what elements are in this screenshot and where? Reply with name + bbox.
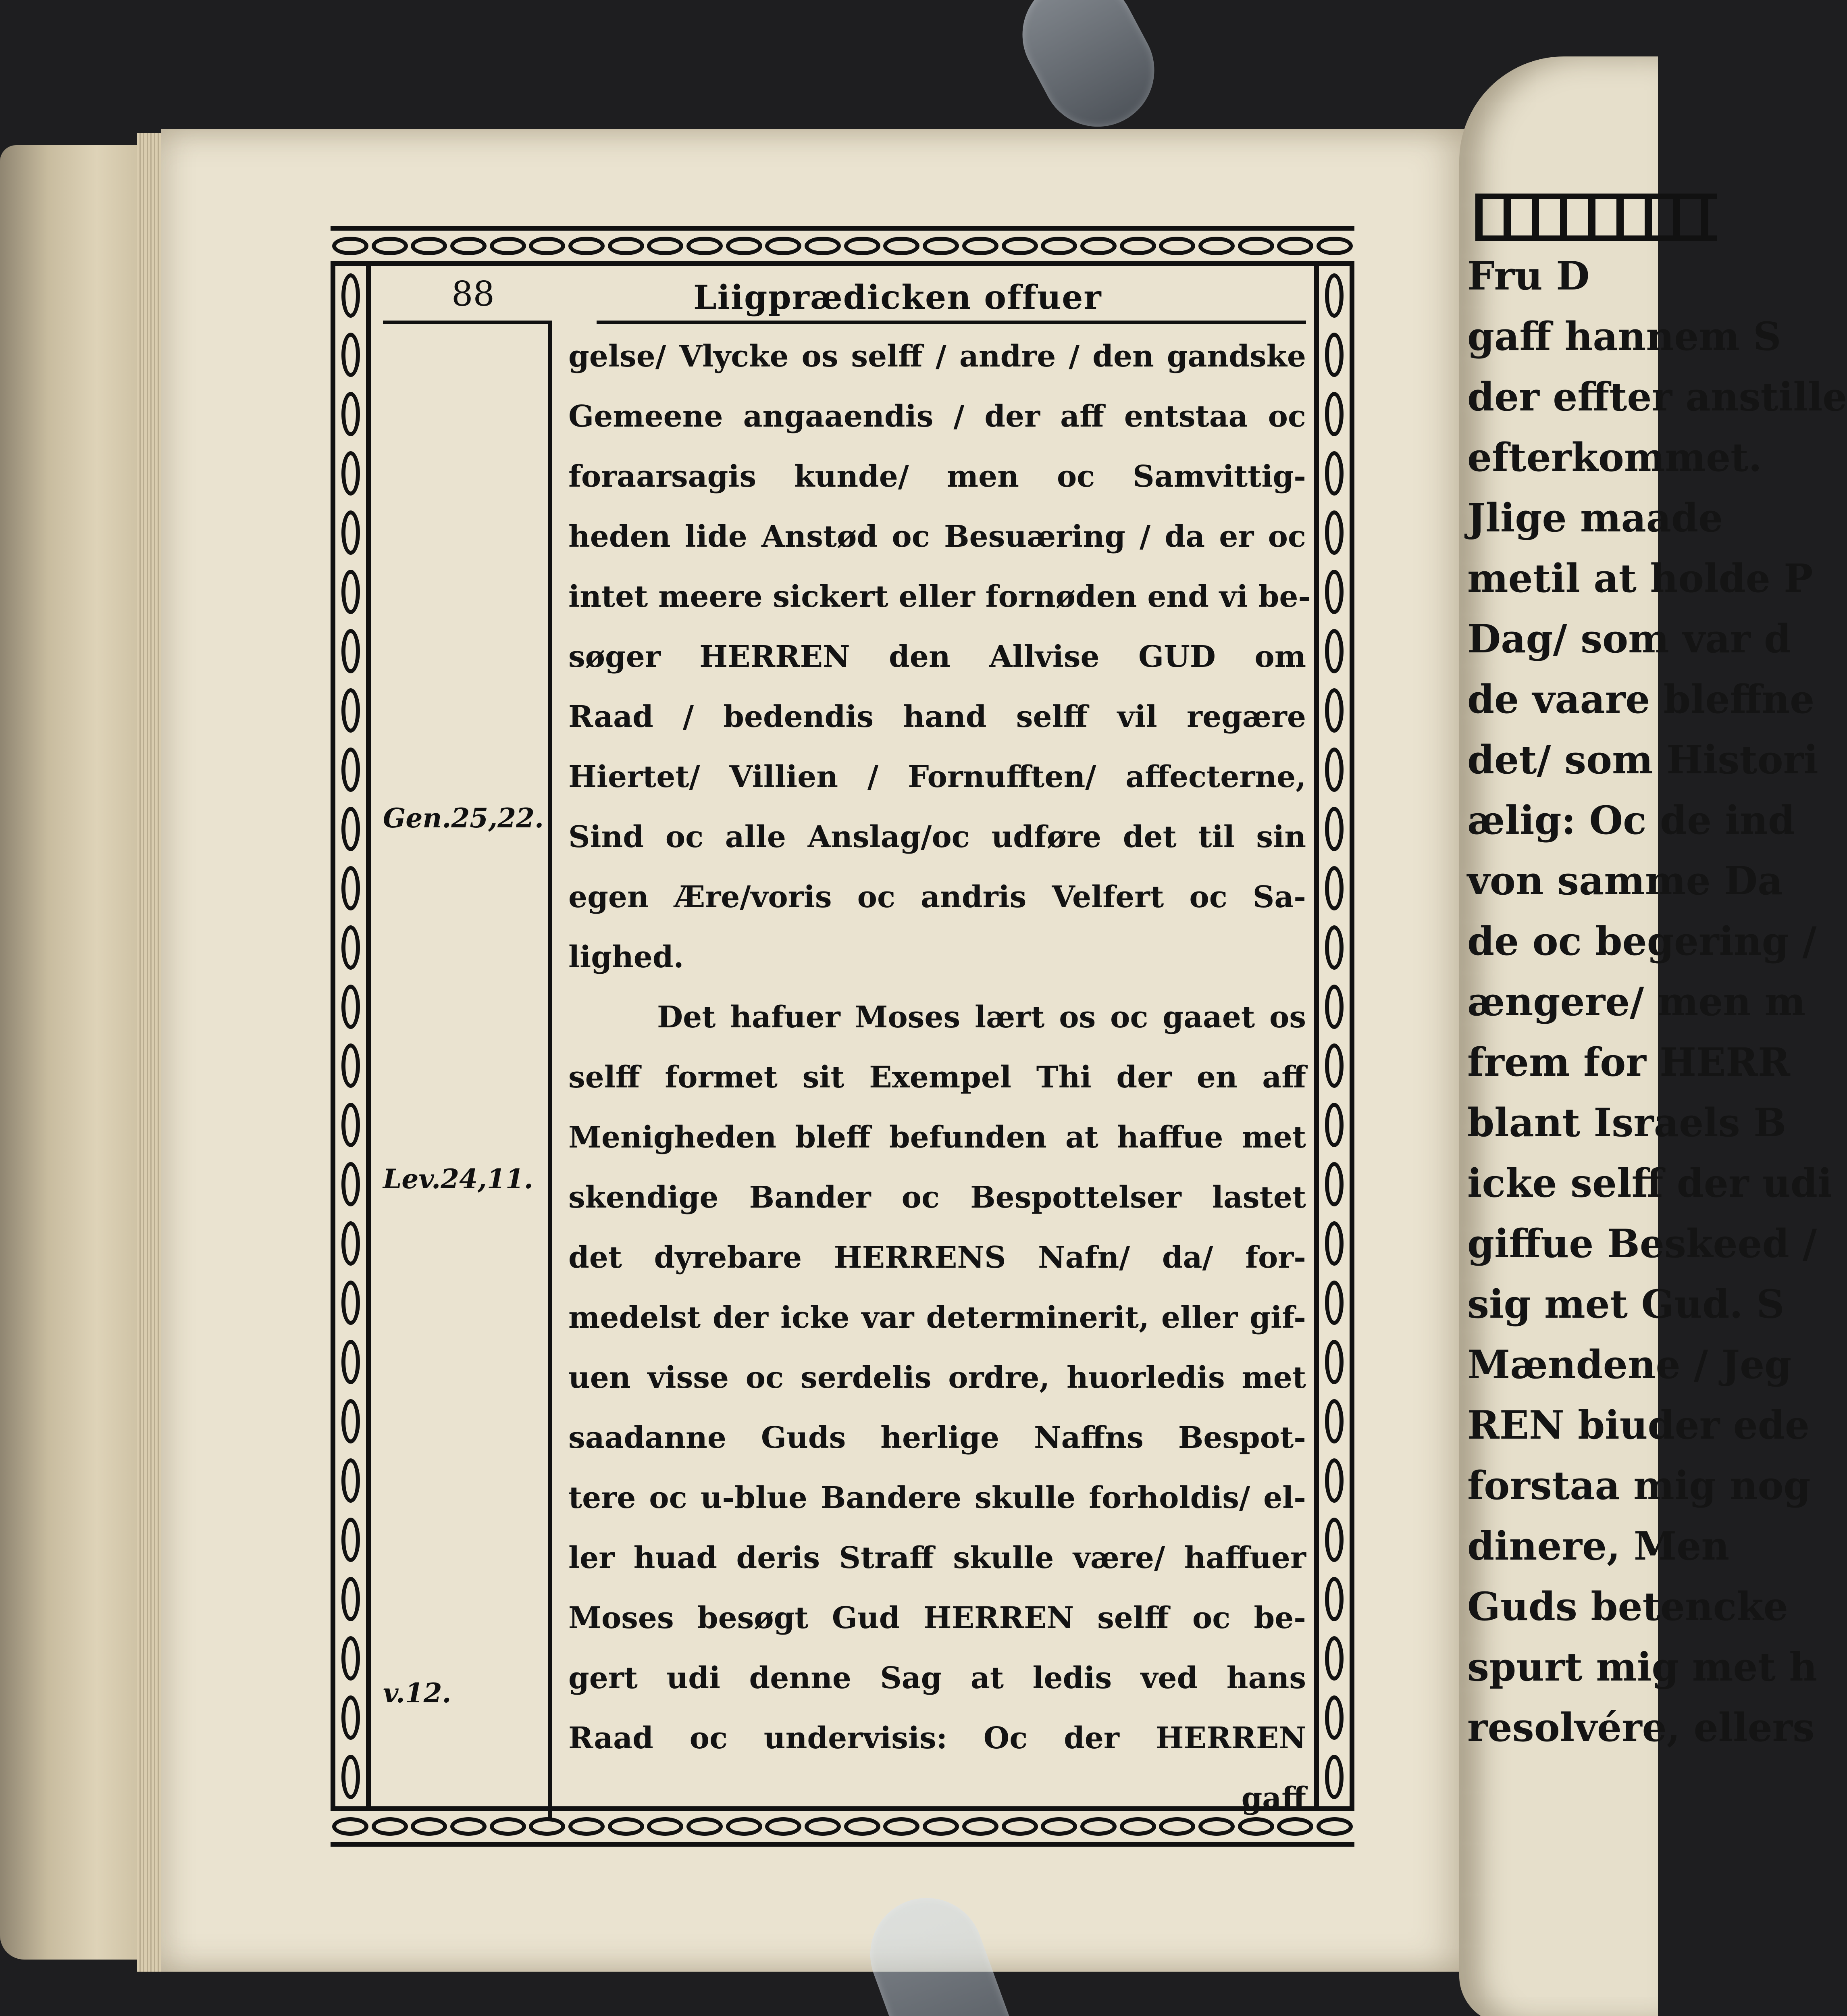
- ornament-link: [1277, 237, 1313, 255]
- text-line: foraarsagis kunde/ men oc Samvittig-: [568, 459, 1306, 494]
- text-line: intet meere sickert eller fornøden end vi be-: [568, 579, 1311, 614]
- running-title: Liigprædicken offuer: [693, 278, 1102, 317]
- column-rule: [548, 321, 552, 1820]
- facing-text-line: der effter anstille: [1467, 374, 1847, 420]
- facing-text-line: sig met Gud. S: [1467, 1281, 1785, 1327]
- ornament-link: [765, 237, 801, 255]
- ornament-link: [372, 237, 408, 255]
- ornament-link: [1325, 570, 1344, 614]
- ornament-link: [1002, 237, 1038, 255]
- ornament-link: [341, 1458, 360, 1503]
- glass-clip-top: [1003, 0, 1174, 146]
- margin-notes: [371, 266, 544, 1806]
- ornament-link: [341, 1577, 360, 1621]
- ornament-link: [1080, 237, 1117, 255]
- text-line: Moses besøgt Gud HERREN selff oc be-: [568, 1601, 1306, 1635]
- text-line: egen Ære/voris oc andris Velfert oc Sa-: [568, 880, 1306, 914]
- text-line: medelst der icke var determinerit, eller gif-: [568, 1300, 1306, 1335]
- facing-page-text: [1467, 246, 1847, 1758]
- text-line: Gemeene angaaendis / der aff entstaa oc: [568, 399, 1306, 434]
- ornament-link: [726, 237, 762, 255]
- ornament-link: [1198, 237, 1235, 255]
- ornament-link: [341, 1636, 360, 1681]
- ornament-link: [341, 333, 360, 377]
- text-line: ler huad deris Straff skulle være/ haffuer: [568, 1541, 1306, 1575]
- text-line: Raad / bedendis hand selff vil regære: [568, 700, 1306, 734]
- text-line: Sind oc alle Anslag/oc udføre det til sin: [568, 820, 1306, 854]
- facing-text-line: icke selff der udi: [1467, 1160, 1832, 1206]
- facing-text-line: von samme Da: [1467, 858, 1783, 904]
- ornament-link: [490, 1817, 526, 1836]
- body-text: [568, 327, 1311, 1829]
- text-line: gert udi denne Sag at ledis ved hans: [568, 1661, 1306, 1695]
- facing-page-border: [1475, 194, 1717, 241]
- ornament-link: [1325, 1518, 1344, 1562]
- text-line: søger HERREN den Allvise GUD om: [568, 639, 1306, 674]
- ornament-link: [1325, 866, 1344, 910]
- ornament-link: [1325, 748, 1344, 792]
- ornament-link: [332, 237, 368, 255]
- ornament-link: [1325, 273, 1344, 318]
- ornament-link: [341, 510, 360, 555]
- border-band-top: [331, 226, 1354, 266]
- ornament-link: [1325, 333, 1344, 377]
- ornament-link: [332, 1817, 368, 1836]
- text-line: Raad oc undervisis: Oc der HERREN: [568, 1721, 1306, 1756]
- ornament-link: [529, 1817, 565, 1836]
- facing-text-line: REN biuder ede: [1467, 1402, 1810, 1448]
- margin-note: Gen.25,22.: [383, 802, 544, 834]
- facing-text-line: blant Israels B: [1467, 1100, 1787, 1145]
- facing-text-line: efterkommet.: [1467, 435, 1762, 480]
- ornament-link: [1325, 1221, 1344, 1266]
- ornament-link: [1325, 985, 1344, 1029]
- ornament-link: [341, 866, 360, 910]
- facing-text-line: giffue Beskeed /: [1467, 1221, 1817, 1266]
- text-line: gelse/ Vlycke os selff / andre / den gandske: [568, 339, 1306, 374]
- text-line: Menigheden bleff befunden at haffue met: [568, 1120, 1306, 1155]
- border-band-left: [331, 266, 371, 1806]
- ornament-link: [844, 237, 880, 255]
- ornament-link: [341, 1755, 360, 1799]
- ornament-link: [1325, 1577, 1344, 1621]
- ornament-link: [341, 1103, 360, 1147]
- ornament-link: [341, 807, 360, 851]
- facing-running-title: Fru D: [1467, 253, 1590, 299]
- ornament-link: [341, 451, 360, 496]
- margin-note: v.12.: [383, 1677, 451, 1709]
- ornament-link: [372, 1817, 408, 1836]
- ornament-link: [1325, 1399, 1344, 1443]
- text-line: lighed.: [568, 940, 684, 975]
- ornament-link: [1325, 510, 1344, 555]
- facing-text-line: Jlige maade: [1467, 495, 1723, 541]
- ornament-link: [529, 237, 565, 255]
- ornament-link: [1325, 451, 1344, 496]
- facing-text-line: Guds betencke: [1467, 1584, 1788, 1629]
- text-line: heden lide Anstød oc Besuæring / da er oc: [568, 519, 1306, 554]
- ornament-link: [1317, 237, 1353, 255]
- text-line: selff formet sit Exempel Thi der en aff: [568, 1060, 1306, 1095]
- ornament-link: [341, 1162, 360, 1206]
- text-line: uen visse oc serdelis ordre, huorledis met: [568, 1360, 1306, 1395]
- ornamental-frame: [331, 226, 1354, 1847]
- ornament-link: [686, 237, 723, 255]
- ornament-link: [490, 237, 526, 255]
- ornament-link: [1325, 1695, 1344, 1740]
- ornament-link: [1325, 1103, 1344, 1147]
- facing-text-line: de vaare bleffne: [1467, 677, 1815, 722]
- ornament-link: [568, 237, 605, 255]
- facing-text-line: ælig: Oc de ind: [1467, 798, 1795, 843]
- head-rule-right: [597, 321, 1306, 324]
- facing-text-line: metil at holde P: [1467, 556, 1813, 601]
- facing-text-line: Mændene / Jeg: [1467, 1342, 1792, 1387]
- ornament-link: [1325, 392, 1344, 436]
- facing-text-line: forstaa mig nog: [1467, 1463, 1811, 1508]
- ornament-link: [341, 1518, 360, 1562]
- ornament-link: [1325, 807, 1344, 851]
- ornament-link: [341, 273, 360, 318]
- ornament-link: [341, 1043, 360, 1088]
- text-line: tere oc u-blue Bandere skulle forholdis/ el-: [568, 1481, 1306, 1515]
- ornament-link: [341, 629, 360, 673]
- ornament-link: [883, 237, 919, 255]
- ornament-link: [1325, 1162, 1344, 1206]
- ornament-link: [341, 1399, 360, 1443]
- facing-text-line: Dag/ som var d: [1467, 616, 1791, 662]
- ornament-link: [1325, 1043, 1344, 1088]
- text-line: det dyrebare HERRENS Nafn/ da/ for-: [568, 1240, 1306, 1275]
- ornament-link: [805, 237, 841, 255]
- ornament-link: [1159, 237, 1195, 255]
- ornament-link: [411, 1817, 447, 1836]
- ornament-link: [341, 1340, 360, 1384]
- text-line: saadanne Guds herlige Naffns Bespot-: [568, 1420, 1306, 1455]
- ornament-link: [1325, 688, 1344, 733]
- ornament-link: [450, 1817, 487, 1836]
- facing-text-line: de oc begering /: [1467, 918, 1817, 964]
- facing-text-line: frem for HERR: [1467, 1039, 1790, 1085]
- ornament-link: [341, 1221, 360, 1266]
- ornament-link: [1120, 237, 1156, 255]
- facing-text-line: resolvére, ellers: [1467, 1705, 1815, 1750]
- ornament-link: [1325, 1281, 1344, 1325]
- ornament-link: [1325, 1755, 1344, 1799]
- ornament-link: [1325, 925, 1344, 970]
- facing-text-line: gaff hannem S: [1467, 314, 1781, 359]
- ornament-link: [411, 237, 447, 255]
- ornament-link: [341, 748, 360, 792]
- ornament-link: [1317, 1817, 1353, 1836]
- facing-text-line: dinere, Men: [1467, 1523, 1730, 1569]
- page-number: 88: [451, 274, 495, 314]
- border-band-right: [1314, 266, 1354, 1806]
- catchword: gaff: [1241, 1781, 1306, 1816]
- ornament-link: [1238, 237, 1274, 255]
- ornament-link: [341, 392, 360, 436]
- ornament-link: [608, 237, 644, 255]
- ornament-link: [1325, 629, 1344, 673]
- text-line: Det hafuer Moses lært os oc gaaet os: [657, 1000, 1306, 1035]
- facing-text-line: spurt mig met h: [1467, 1644, 1818, 1690]
- ornament-link: [647, 237, 683, 255]
- text-line: skendige Bander oc Bespottelser lastet: [568, 1180, 1306, 1215]
- facing-text-line: ængere/ men m: [1467, 979, 1806, 1025]
- text-line: Hiertet/ Villien / Fornufften/ affecterne,: [568, 760, 1306, 794]
- ornament-link: [341, 925, 360, 970]
- margin-note: Lev.24,11.: [383, 1163, 533, 1195]
- ornament-link: [450, 237, 487, 255]
- ornament-link: [962, 237, 998, 255]
- facing-page: [1459, 56, 1847, 2016]
- ornament-link: [1041, 237, 1077, 255]
- ornament-link: [1325, 1636, 1344, 1681]
- ornament-link: [341, 688, 360, 733]
- ornament-link: [341, 1281, 360, 1325]
- ornament-link: [341, 985, 360, 1029]
- ornament-link: [1325, 1340, 1344, 1384]
- ornament-link: [341, 1695, 360, 1740]
- text-block: [371, 266, 1314, 1816]
- ornament-link: [1325, 1458, 1344, 1503]
- facing-text-line: det/ som Histori: [1467, 737, 1818, 783]
- ornament-link: [923, 237, 959, 255]
- ornament-link: [341, 570, 360, 614]
